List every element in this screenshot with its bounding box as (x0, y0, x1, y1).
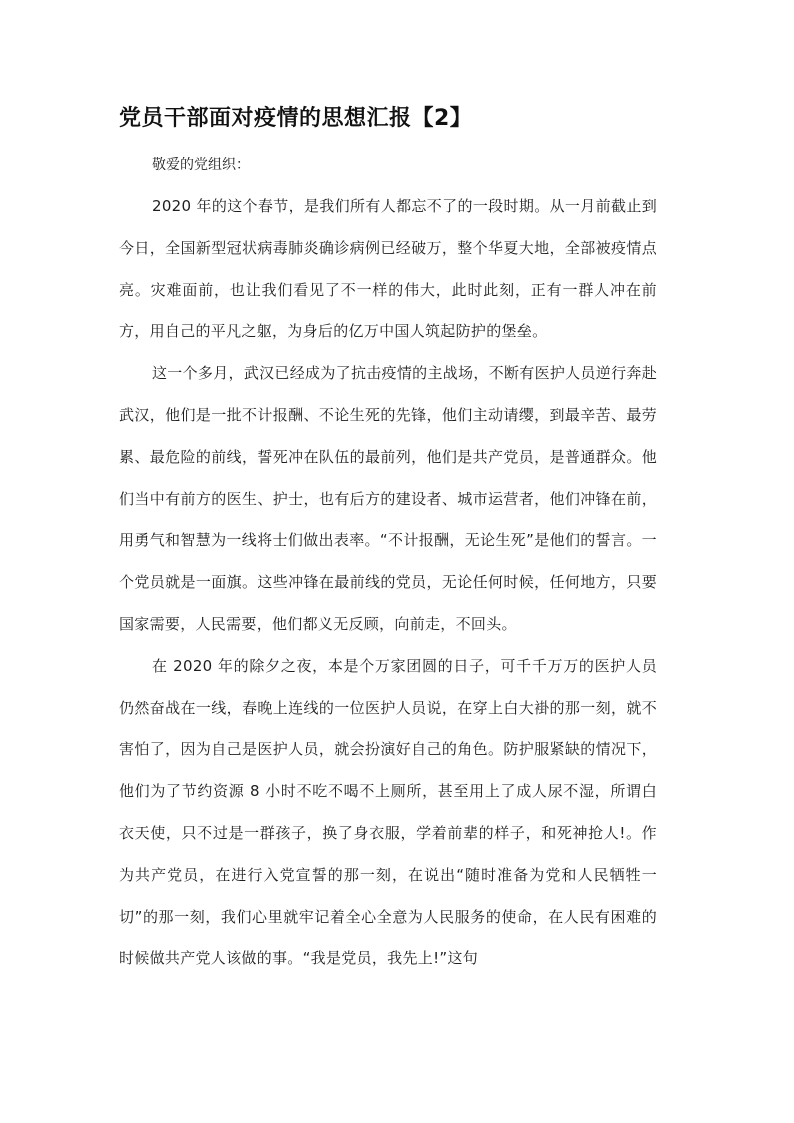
salutation: 敬爱的党组织： (152, 157, 250, 173)
paragraph-3: 在 2020 年的除夕之夜，本是个万家团圆的日子，可千千万万的医护人员仍然奋战在一线，春晚上连线的一位医护人员说，在穿上白大褂的那一刻，就不害怕了，因为自己是医护人员，就会扮演好自己的角色。防护服紧缺的情况下，他们为了节约资源 8 小时不吃不喝不上厕所，甚至用上了成人尿不湿，所谓白衣天使，只不过是一群孩子，换了身衣服，学着前辈的样子，和死神抢人!。作为共产党员，在进行入党宣誓的那一刻，在说出“随时准备为党和人民牺牲一切”的那一刻，我们心里就牢记着全心全意为人民服务的使命，在人民有困难的时候做共产党人该做的事。“我是党员，我先上!”这句 (119, 656, 657, 968)
paragraph-2: 这一个多月，武汉已经成为了抗击疫情的主战场，不断有医护人员逆行奔赴武汉，他们是一批不计报酬、不论生死的先锋，他们主动请缨，到最辛苦、最劳累、最危险的前线，誓死冲在队伍的最前列，他们是共产党员，是普通群众。他们当中有前方的医生、护士，也有后方的建设者、城市运营者，他们冲锋在前，用勇气和智慧为一线将士们做出表率。“不计报酬，无论生死”是他们的誓言。一个党员就是一面旗。这些冲锋在最前线的党员，无论任何时候，任何地方，只要国家需要，人民需要，他们都义无反顾，向前走，不回头。 (119, 364, 657, 633)
document-body (119, 104, 657, 980)
paragraph-1: 2020 年的这个春节，是我们所有人都忘不了的一段时期。从一月前截止到今日，全国新型冠状病毒肺炎确诊病例已经破万，整个华夏大地，全部被疫情点亮。灾难面前，也让我们看见了不一样的伟大，此时此刻，正有一群人冲在前方，用自己的平凡之躯，为身后的亿万中国人筑起防护的堡垒。 (119, 197, 657, 341)
document-title: 党员干部面对疫情的思想汇报【2】 (119, 106, 473, 131)
